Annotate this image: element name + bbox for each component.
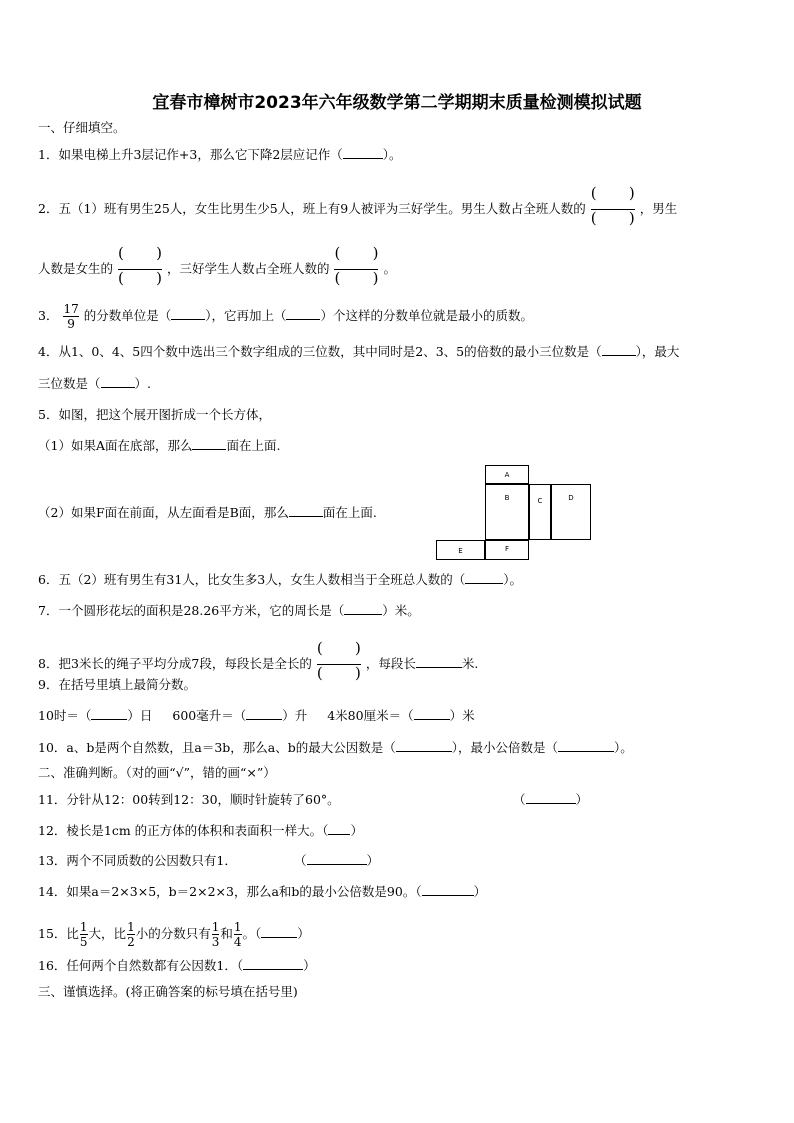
q2-frac2-numerator-blank[interactable] xyxy=(118,245,162,265)
q15-text-a: 15．比 xyxy=(38,926,79,941)
q9-text-c: 600毫升＝（ xyxy=(172,708,247,723)
question-2-line-2 xyxy=(38,245,396,294)
q5-s1-text-b: 面在上面. xyxy=(226,438,281,453)
question-5-part-2 xyxy=(38,505,377,521)
question-4-line-1 xyxy=(38,344,679,360)
q12-text-b: ） xyxy=(350,823,363,838)
q5-s1-blank[interactable] xyxy=(192,449,226,450)
question-16 xyxy=(38,958,316,974)
question-14 xyxy=(38,884,486,900)
q2-text-a: 2．五（1）班有男生25人，女生比男生少5人，班上有9人被评为三好学生。男生人数占全班人数的 xyxy=(38,201,586,216)
q6-text-b: ）。 xyxy=(503,572,523,587)
q3-blank-2[interactable] xyxy=(286,319,320,320)
q13-text-a: 13．两个不同质数的公因数只有1． xyxy=(38,853,237,868)
q15-text-b: 大，比 xyxy=(88,926,127,941)
q9-text-b: ）日 xyxy=(127,708,153,723)
q7-text-a: 7．一个圆形花坛的面积是28.26平方米，它的周长是（ xyxy=(38,603,345,618)
net-face-e: E xyxy=(436,540,485,560)
page-title: 宜春市樟树市2023年六年级数学第二学期期末质量检测模拟试题 xyxy=(152,93,642,113)
q15-fraction-3: $\frac{1}{3}$ xyxy=(211,920,220,949)
cuboid-net-diagram xyxy=(436,465,592,561)
q5-s1-text-a: （1）如果A面在底部，那么 xyxy=(38,438,193,453)
q8-text-c: 米. xyxy=(461,656,479,671)
q14-text-a: 14．如果a＝2×3×5，b＝2×2×3，那么a和b的最小公倍数是90。（ xyxy=(38,884,422,899)
q6-text-a: 6．五（2）班有男生有31人，比女生多3人，女生人数相当于全班总人数的（ xyxy=(38,572,466,587)
q14-blank[interactable] xyxy=(422,895,474,896)
q8-fraction[interactable] xyxy=(317,640,361,689)
q6-blank[interactable] xyxy=(465,583,503,584)
q2-fraction-2[interactable] xyxy=(118,245,162,294)
q5-s2-text-a: （2）如果F面在前面，从左面看是B面，那么 xyxy=(38,505,289,520)
q8-text-a: 8．把3米长的绳子平均分成7段，每段长是全长的 xyxy=(38,656,312,671)
q11-text-a: 11．分针从12：00转到12：30，顺时针旋转了60°。 xyxy=(38,792,340,807)
q8-numerator-blank[interactable] xyxy=(317,640,361,660)
section-2-heading: 二、准确判断。（对的画“√”，错的画“×”） xyxy=(38,765,276,780)
q2-frac3-denominator-blank[interactable] xyxy=(334,270,378,290)
q2-fraction-3[interactable] xyxy=(334,245,378,294)
question-4-line-2 xyxy=(38,376,151,392)
q15-text-d: 和 xyxy=(220,926,233,941)
q3-prefix: 3． xyxy=(38,308,59,323)
q8-denominator-blank[interactable] xyxy=(317,665,361,685)
q15-text-e: 。（ xyxy=(242,926,262,941)
q7-blank[interactable] xyxy=(344,614,382,615)
q4-blank-1[interactable] xyxy=(602,355,636,356)
question-7 xyxy=(38,603,420,619)
q2-fraction-1[interactable] xyxy=(591,185,635,234)
q11-paren-close: ） xyxy=(575,792,589,807)
q9-text-e: 4米80厘米＝（ xyxy=(327,708,414,723)
q3-text-a: 的分数单位是（ xyxy=(83,308,172,323)
q14-text-b: ） xyxy=(473,884,487,899)
q2-text-d: ，三好学生人数占全班人数的 xyxy=(166,261,330,276)
q4-text-c: 三位数是（ xyxy=(38,376,101,391)
net-face-f: F xyxy=(485,540,529,560)
q2-text-e: 。 xyxy=(383,261,396,276)
q11-paren-open: （ xyxy=(513,792,526,807)
q13-paren-open: （ xyxy=(294,853,307,868)
q2-text-b: ，男生 xyxy=(639,201,678,216)
q5-s2-text-b: 面在上面. xyxy=(322,505,377,520)
question-1 xyxy=(38,147,402,163)
q10-blank-2[interactable] xyxy=(558,751,614,752)
q10-blank-1[interactable] xyxy=(396,751,452,752)
section-1-heading: 一、仔细填空。 xyxy=(38,120,126,135)
q15-blank[interactable] xyxy=(261,937,297,938)
q9-text-a: 10时＝（ xyxy=(38,708,92,723)
q3-text-c: ）个这样的分数单位就是最小的质数。 xyxy=(320,308,533,323)
q4-text-d: ）. xyxy=(134,376,151,391)
net-face-a: A xyxy=(485,465,529,484)
q3-denominator: 9 xyxy=(67,317,75,331)
q1-text: 1．如果电梯上升3层记作+3，那么它下降2层应记作（ xyxy=(38,147,343,162)
q15-text-c: 小的分数只有 xyxy=(135,926,211,941)
q15-fraction-2: $\frac{1}{2}$ xyxy=(127,920,135,949)
q8-text-b: ，每段长 xyxy=(365,656,416,671)
question-13 xyxy=(38,853,758,869)
q12-blank[interactable] xyxy=(328,834,350,835)
question-3 xyxy=(38,302,533,331)
net-face-b: B xyxy=(485,484,529,540)
q3-numerator: 17 xyxy=(63,302,79,316)
q9-text-d: ）升 xyxy=(282,708,308,723)
question-11 xyxy=(38,792,758,808)
q4-text-a: 4．从1、0、4、5四个数中选出三个数字组成的三位数，其中同时是2、3、5的倍数的最小三位数是（ xyxy=(38,344,602,359)
question-9: 9．在括号里填上最简分数。 xyxy=(38,677,196,692)
q10-text-a: 10．a、b是两个自然数，且a＝3b，那么a、b的最大公因数是（ xyxy=(38,740,396,755)
q13-paren-close: ） xyxy=(366,853,380,868)
q11-blank[interactable] xyxy=(526,803,576,804)
question-5: 5．如图，把这个展开图折成一个长方体， xyxy=(38,407,271,422)
q3-blank-1[interactable] xyxy=(171,319,205,320)
q15-fraction-4: $\frac{1}{4}$ xyxy=(233,920,242,949)
net-face-c: C xyxy=(529,484,551,540)
q9-text-f: ）米 xyxy=(449,708,475,723)
q2-frac3-numerator-blank[interactable] xyxy=(334,245,378,265)
q1-blank[interactable] xyxy=(343,158,383,159)
q3-fraction xyxy=(63,302,78,331)
net-face-d: D xyxy=(551,484,591,540)
question-5-part-1 xyxy=(38,438,280,454)
q16-text-a: 16．任何两个自然数都有公因数1．（ xyxy=(38,958,244,973)
question-9-items xyxy=(38,708,475,724)
q5-s2-blank[interactable] xyxy=(289,516,323,517)
q9-blank-1[interactable] xyxy=(91,719,127,720)
q10-text-b: ），最小公倍数是（ xyxy=(451,740,558,755)
question-12 xyxy=(38,823,363,839)
q12-text-a: 12．棱长是1cm 的正方体的体积和表面积一样大。（ xyxy=(38,823,329,838)
q2-frac1-denominator-blank[interactable] xyxy=(591,210,635,230)
q2-text-c: 人数是女生的 xyxy=(38,261,114,276)
question-15 xyxy=(38,920,310,949)
q2-frac2-denominator-blank[interactable] xyxy=(118,270,162,290)
q9-blank-3[interactable] xyxy=(414,719,450,720)
q1-end: ）。 xyxy=(382,147,402,162)
question-10 xyxy=(38,740,633,756)
q15-fraction-1: $\frac{1}{5}$ xyxy=(79,920,88,949)
q16-text-b: ） xyxy=(303,958,316,973)
q10-text-c: ）。 xyxy=(614,740,633,755)
q7-text-b: ）米。 xyxy=(382,603,420,618)
section-3-heading: 三、谨慎选择。(将正确答案的标号填在括号里) xyxy=(38,984,298,999)
q2-frac1-numerator-blank[interactable] xyxy=(591,185,635,205)
q3-text-b: ），它再加上（ xyxy=(205,308,287,323)
q15-text-f: ） xyxy=(297,926,310,941)
question-2-line-1 xyxy=(38,185,677,234)
q4-text-b: ），最大 xyxy=(635,344,680,359)
q8-blank[interactable] xyxy=(416,667,462,668)
q16-blank[interactable] xyxy=(243,969,303,970)
question-6 xyxy=(38,572,522,588)
q13-blank[interactable] xyxy=(307,864,367,865)
q4-blank-2[interactable] xyxy=(101,387,135,388)
q9-blank-2[interactable] xyxy=(246,719,282,720)
